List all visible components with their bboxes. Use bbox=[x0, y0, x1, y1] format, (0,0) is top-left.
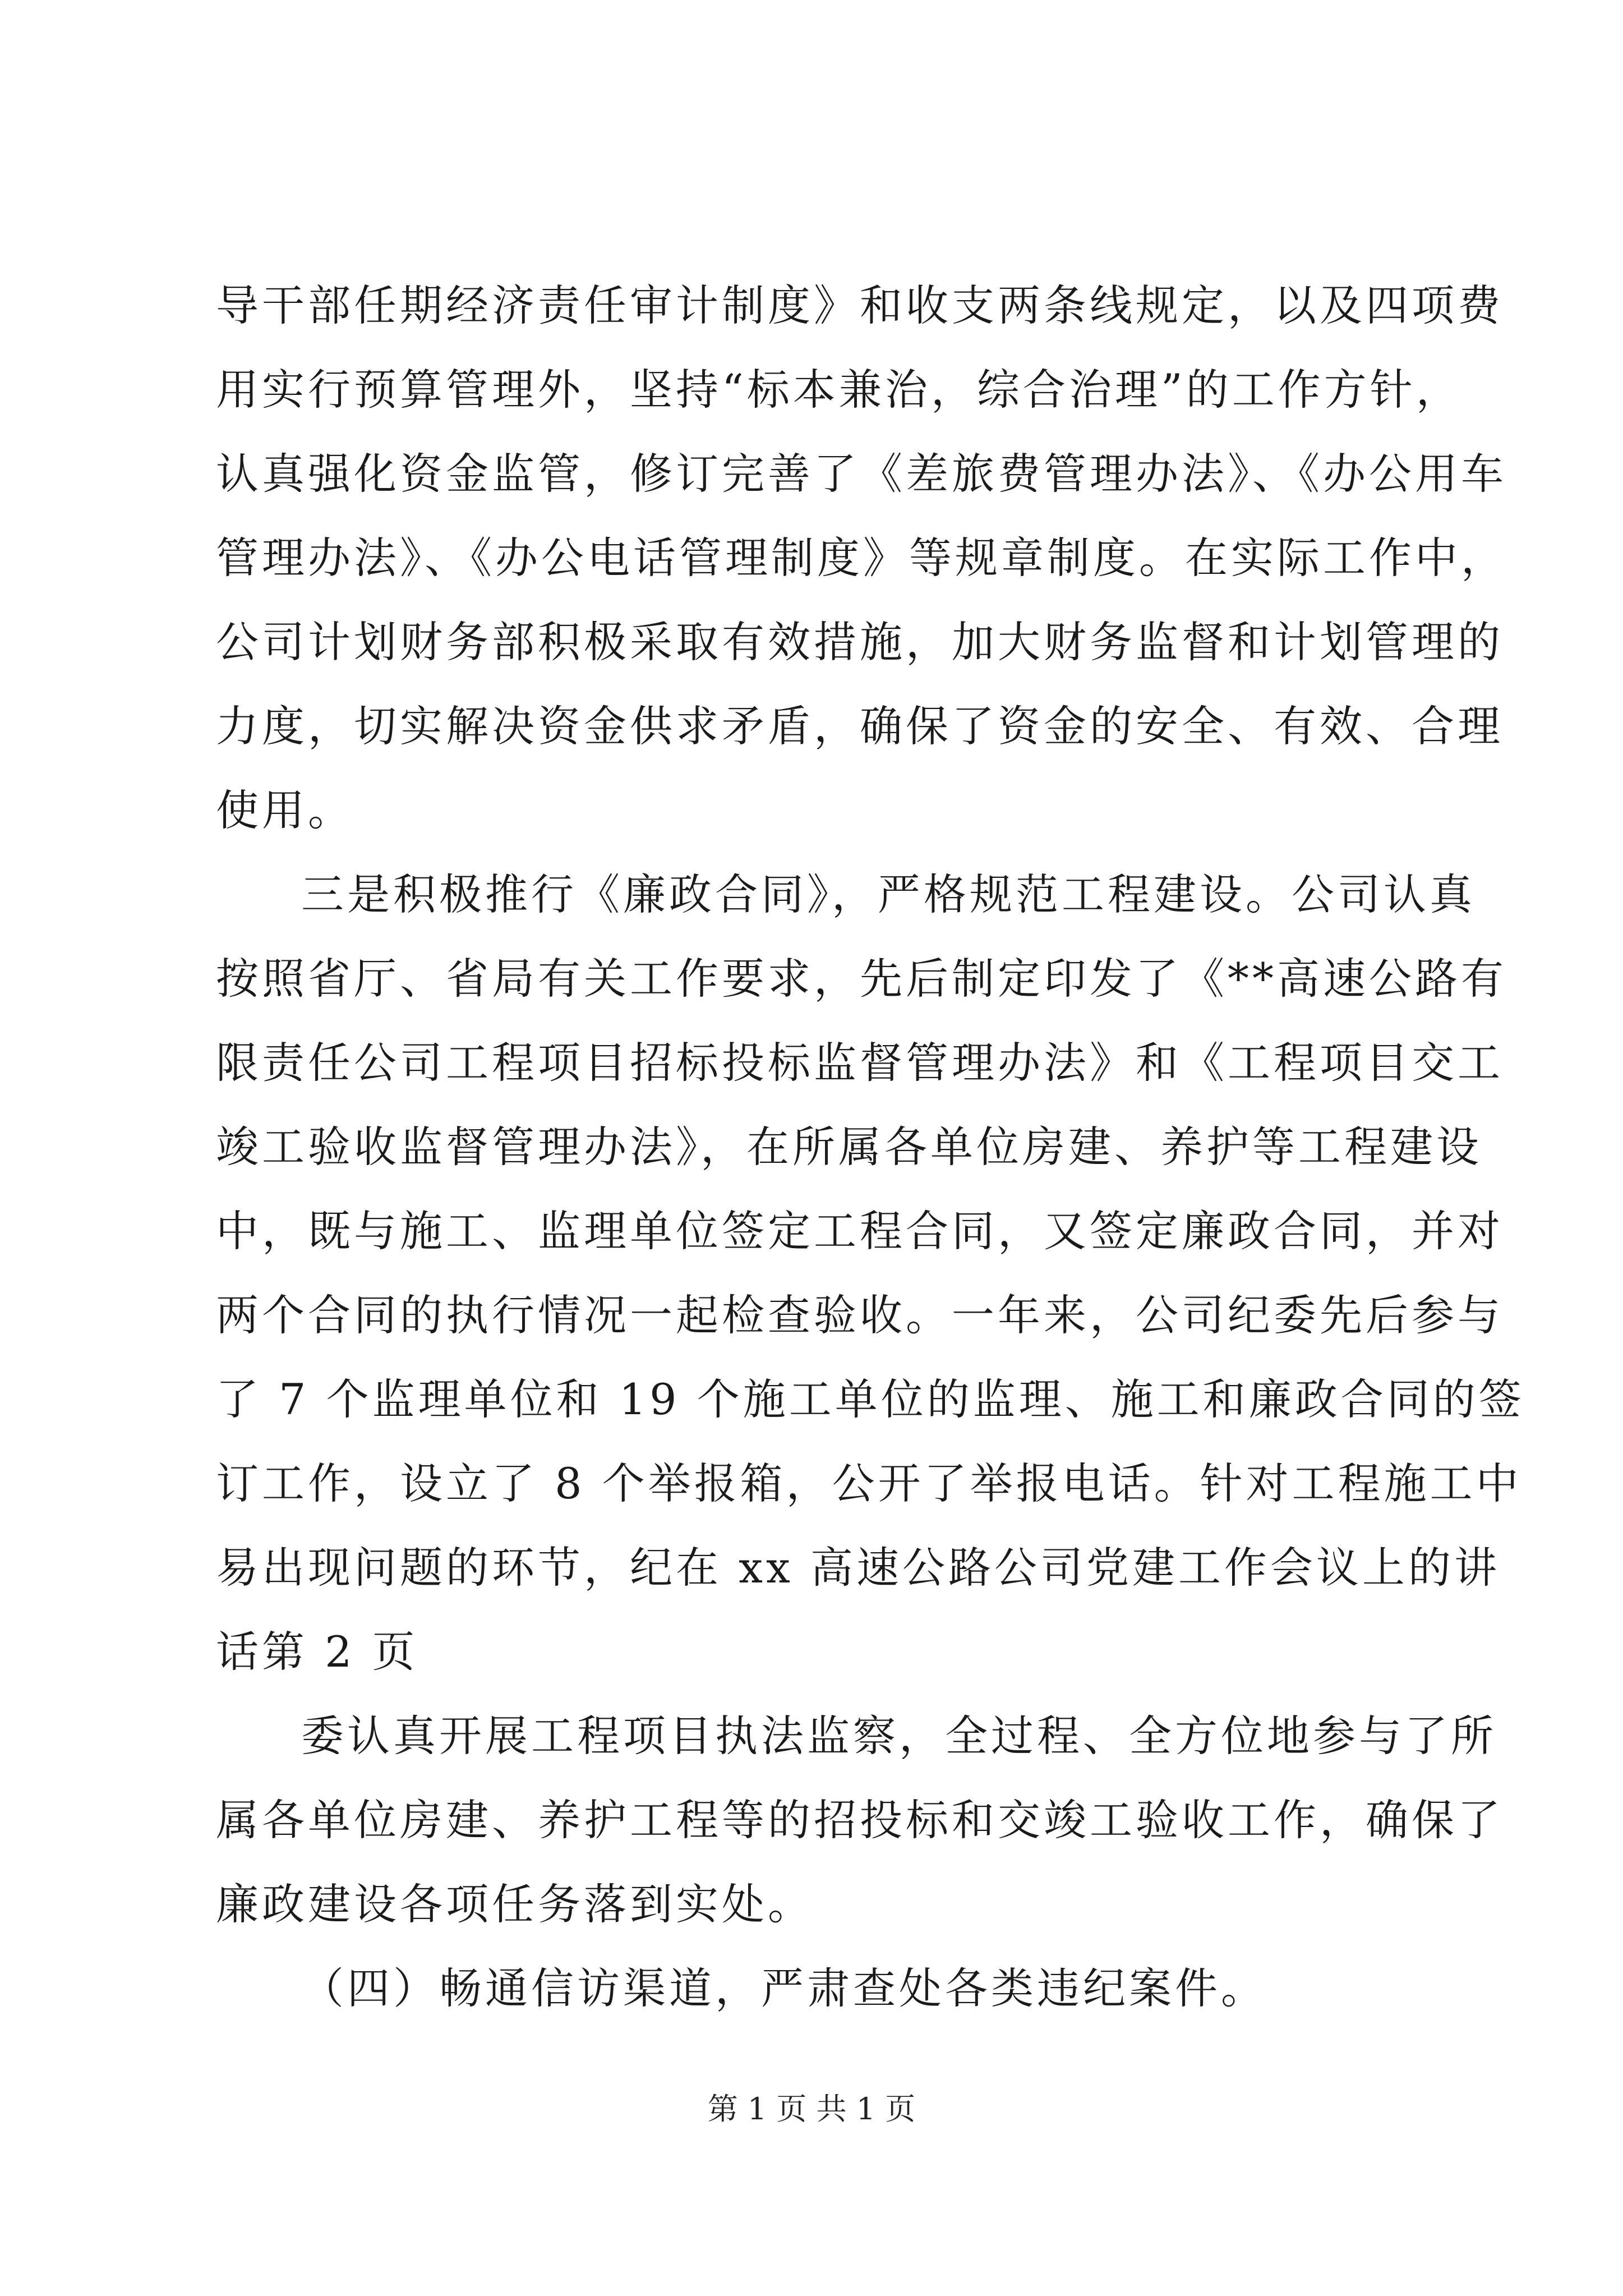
text-line: 使用。 bbox=[216, 785, 354, 835]
text-line: 话第 2 页 bbox=[216, 1627, 418, 1677]
text-line: 按照省厅、省局有关工作要求，先后制定印发了《**高速公路有 bbox=[216, 954, 1507, 1004]
text-line: 导干部任期经济责任审计制度》和收支两条线规定，以及四项费 bbox=[216, 280, 1504, 330]
text-line: 两个合同的执行情况一起检查验收。一年来，公司纪委先后参与 bbox=[216, 1290, 1504, 1340]
text-line: 认真强化资金监管，修订完善了《差旅费管理办法》、《办公用车 bbox=[216, 449, 1507, 499]
section-heading: （四）畅通信访渠道，严肃查处各类违纪案件。 bbox=[301, 1963, 1267, 2013]
text-line: 用实行预算管理外，坚持“标本兼治，综合治理”的工作方针， bbox=[216, 365, 1462, 415]
text-line: 竣工验收监督管理办法》，在所属各单位房建、养护等工程建设 bbox=[216, 1122, 1482, 1172]
text-line: 中，既与施工、监理单位签定工程合同，又签定廉政合同，并对 bbox=[216, 1206, 1504, 1256]
paragraph-start-line: 三是积极推行《廉政合同》，严格规范工程建设。公司认真 bbox=[301, 869, 1476, 919]
text-line: 管理办法》、《办公电话管理制度》等规章制度。在实际工作中， bbox=[216, 533, 1507, 583]
document-body bbox=[216, 264, 1525, 2031]
text-line: 限责任公司工程项目招标投标监督管理办法》和《工程项目交工 bbox=[216, 1038, 1504, 1088]
text-line: 易出现问题的环节，纪在 xx 高速公路公司党建工作会议上的讲 bbox=[216, 1543, 1501, 1593]
paragraph-start-line: 委认真开展工程项目执法监察，全过程、全方位地参与了所 bbox=[301, 1711, 1497, 1761]
page-footer: 第 1 页 共 1 页 bbox=[707, 2091, 916, 2127]
text-line: 廉政建设各项任务落到实处。 bbox=[216, 1879, 814, 1929]
text-line: 公司计划财务部积极采取有效措施，加大财务监督和计划管理的 bbox=[216, 617, 1504, 667]
text-line: 了 7 个监理单位和 19 个施工单位的监理、施工和廉政合同的签 bbox=[216, 1374, 1525, 1424]
text-line: 力度，切实解决资金供求矛盾，确保了资金的安全、有效、合理 bbox=[216, 701, 1504, 751]
text-line: 订工作，设立了 8 个举报箱，公开了举报电话。针对工程施工中 bbox=[216, 1458, 1522, 1508]
text-line: 属各单位房建、养护工程等的招投标和交竣工验收工作，确保了 bbox=[216, 1795, 1504, 1845]
